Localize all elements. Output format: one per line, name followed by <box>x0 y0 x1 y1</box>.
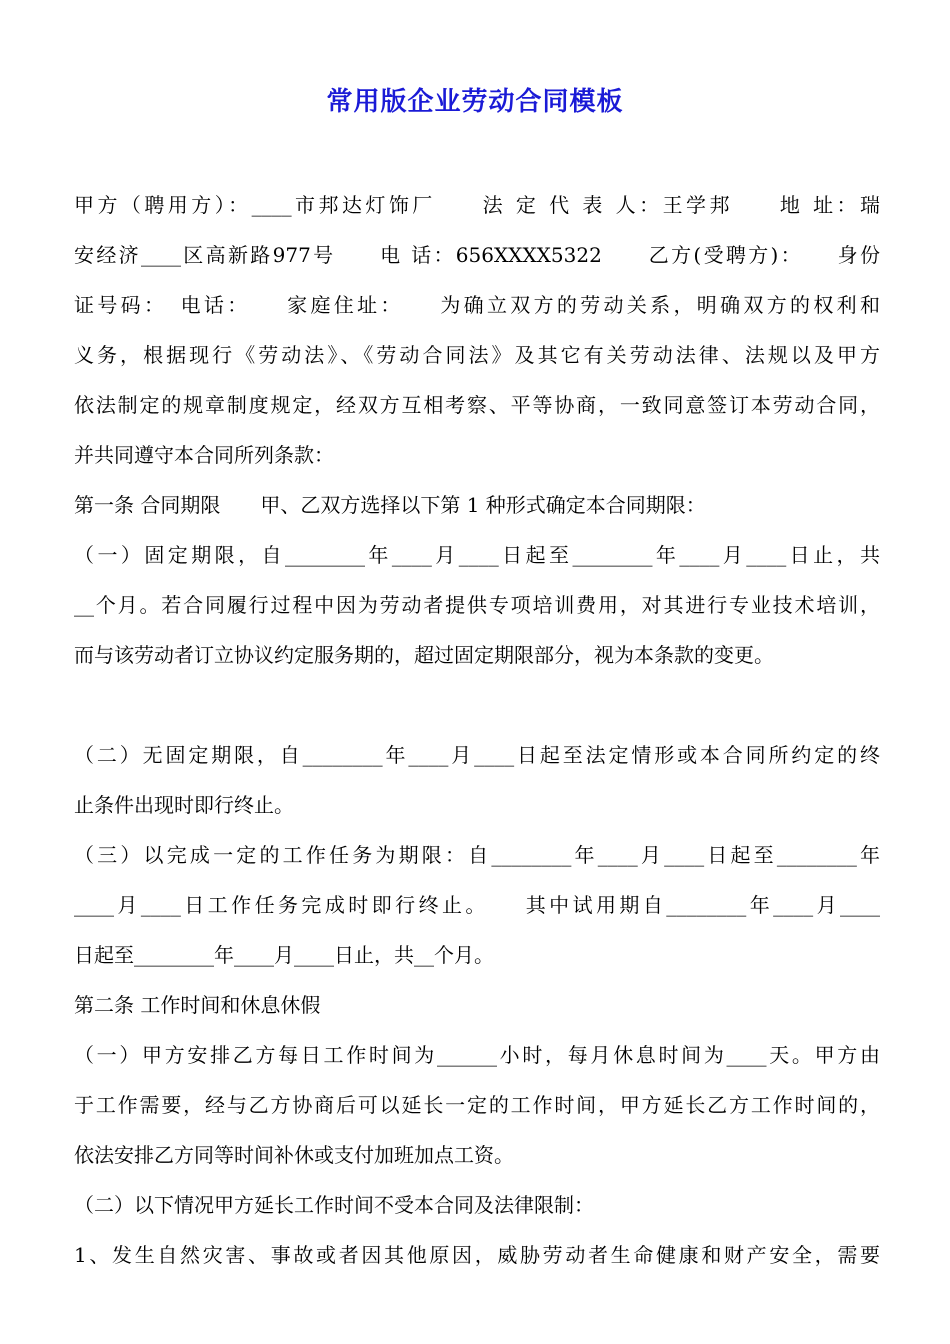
text-line: 证号码： 电话： 家庭住址： 为确立双方的劳动关系，明确双方的权利和 <box>74 293 880 317</box>
text-line: 依法制定的规章制度规定，经双方互相考察、平等协商，一致同意签订本劳动合同， <box>74 393 880 417</box>
text-line: __个月。若合同履行过程中因为劳动者提供专项培训费用，对其进行专业技术培训， <box>74 593 880 617</box>
text-line: 并共同遵守本合同所列条款： <box>74 443 334 467</box>
section-heading: 第一条 合同期限 甲、乙双方选择以下第 1 种形式确定本合同期限： <box>74 493 706 517</box>
text-line: （一）甲方安排乙方每日工作时间为______小时，每月休息时间为____天。甲方由 <box>74 1043 880 1067</box>
text-line: （三）以完成一定的工作任务为期限：自________年____月____日起至________年 <box>74 843 880 867</box>
text-line: 安经济____区高新路977号 电 话：656XXXX5322 乙方(受聘方)： 身份 <box>74 243 880 267</box>
text-line: 日起至________年____月____日止，共__个月。 <box>74 943 494 967</box>
section-heading: 第二条 工作时间和休息休假 <box>74 993 321 1017</box>
text-line: 止条件出现时即行终止。 <box>74 793 294 817</box>
text-line: 而与该劳动者订立协议约定服务期的，超过固定期限部分，视为本条款的变更。 <box>74 643 774 667</box>
text-line: 义务，根据现行《劳动法》、《劳动合同法》及其它有关劳动法律、法规以及甲方 <box>74 343 880 367</box>
text-line: 甲方（聘用方）：____市邦达灯饰厂 法 定 代 表 人：王学邦 地 址：瑞 <box>74 193 880 217</box>
blank-line <box>74 680 880 730</box>
text-line: （一）固定期限，自________年____月____日起至________年____月____日止，共 <box>74 543 880 567</box>
text-line: ____月____日工作任务完成时即行终止。 其中试用期自________年____月____ <box>74 893 880 917</box>
text-line: 依法安排乙方同等时间补休或支付加班加点工资。 <box>74 1143 514 1167</box>
text-line: 于工作需要，经与乙方协商后可以延长一定的工作时间，甲方延长乙方工作时间的， <box>74 1093 880 1117</box>
text-line: （二）无固定期限，自________年____月____日起至法定情形或本合同所约定的终 <box>74 743 880 767</box>
document-body <box>74 180 880 1280</box>
text-line: 1、发生自然灾害、事故或者因其他原因，威胁劳动者生命健康和财产安全，需要 <box>74 1243 880 1267</box>
text-line: （二）以下情况甲方延长工作时间不受本合同及法律限制： <box>74 1193 594 1217</box>
document-title: 常用版企业劳动合同模板 <box>326 87 624 117</box>
